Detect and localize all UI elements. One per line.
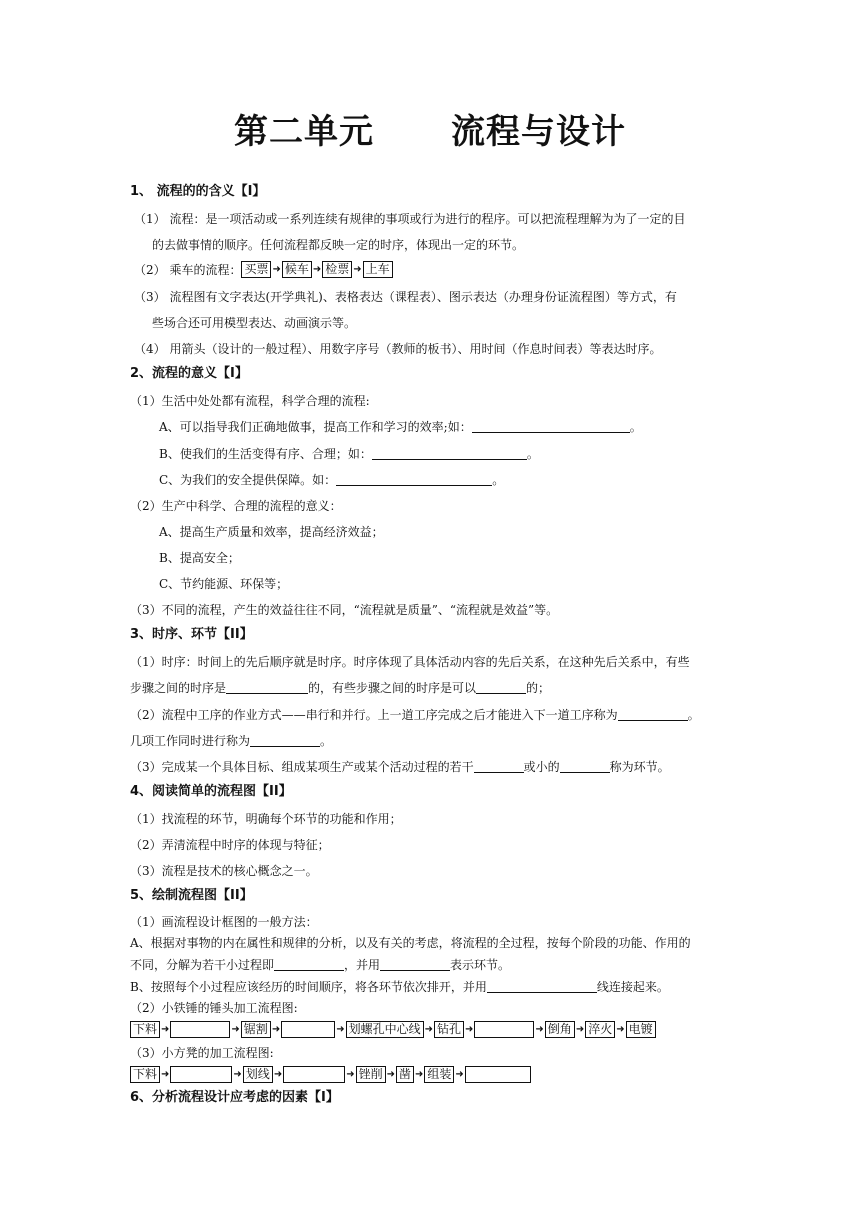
s2-paragraph-2: （2）生产中科学、合理的流程的意义： [130,499,342,513]
arrow-right-icon: ➜ [271,1023,281,1035]
s5-paragraph-b [130,979,669,995]
arrow-right-icon: ➜ [353,263,362,275]
arrow-right-icon: ➜ [575,1023,585,1035]
s5-text: B、按照每个小过程应该经历的时间顺序，将各环节依次排开，并用 [130,980,487,994]
flow-step-check-ticket: 检票 [322,261,352,278]
arrow-right-icon: ➜ [273,1068,283,1080]
flow-step-blank [170,1066,232,1083]
s2-item-c-end: 。 [492,473,505,487]
s2-paragraph-1: （1）生活中处处都有流程，科学合理的流程: [130,394,370,408]
arrow-right-icon: ➜ [161,1023,170,1035]
s2-item-a-text: A、可以指导我们正确地做事，提高工作和学习的效率;如： [159,420,472,434]
fill-blank [474,760,524,773]
section-6-heading: 6、分析流程设计应考虑的因素【I】 [130,1090,339,1105]
section-2-heading: 2、流程的意义【I】 [130,366,248,381]
s2-item-2c: C、节约能源、环保等； [159,577,289,591]
section-3-heading: 3、时序、环节【II】 [130,627,253,642]
s1-paragraph-4: （4） 用箭头（设计的一般过程）、用数字序号（教师的板书）、用时间（作息时间表）等表达时序。 [134,342,662,356]
flow-step-drill: 钻孔 [434,1021,464,1038]
flow-step-blank [474,1021,534,1038]
flow-step-blank [281,1021,335,1038]
section-4-heading: 4、阅读简单的流程图【II】 [130,784,292,799]
s4-paragraph-1: （1）找流程的环节，明确每个环节的功能和作用； [130,812,402,826]
flow-step-board: 上车 [363,261,393,278]
s5-text: 不同，分解为若干小过程即 [130,958,275,972]
arrow-right-icon: ➜ [336,1023,345,1035]
arrow-right-icon: ➜ [424,1023,433,1035]
fill-blank [472,420,630,433]
arrow-right-icon: ➜ [465,1023,474,1035]
arrow-right-icon: ➜ [616,1023,625,1035]
s3-text: 称为环节。 [609,760,670,774]
s2-item-a-end: 。 [629,420,642,434]
s3-paragraph-1b [130,680,550,696]
arrow-right-icon: ➜ [415,1068,424,1080]
section-1-heading: 1、 流程的的含义【I】 [130,184,266,199]
s1-ride-flow-label: （2） 乘车的流程： [134,262,242,277]
flow-step-blank [283,1066,345,1083]
flow-step-wait: 候车 [282,261,312,278]
s3-paragraph-2b [130,733,332,749]
s1-paragraph-3b: 些场合还可用模型表达、动画演示等。 [152,316,357,330]
s3-text: 。 [687,708,700,722]
s1-ride-flow [134,261,393,278]
hammer-flowchart [130,1021,656,1038]
fill-blank [250,734,320,747]
s3-text: 或小的 [523,760,560,774]
arrow-right-icon: ➜ [535,1023,544,1035]
s2-item-c [159,472,504,488]
s2-item-b [159,446,539,462]
fill-blank [560,760,610,773]
flow-step-saw: 锯割 [241,1021,271,1038]
s5-text: ，并用 [344,958,381,972]
arrow-right-icon: ➜ [346,1068,355,1080]
arrow-right-icon: ➜ [233,1068,242,1080]
flow-step-file: 锉削 [356,1066,386,1083]
flow-step-cut-material: 下料 [130,1021,160,1038]
fill-blank [476,681,526,694]
s3-paragraph-3 [130,759,670,775]
s3-text: 的，有些步骤之间的时序是可以 [308,681,477,695]
s3-paragraph-1a: （1）时序：时间上的先后顺序就是时序。时序体现了具体活动内容的先后关系，在这种先后关系中，有些 [130,655,690,669]
page-title: 第二单元 流程与设计 [233,112,627,152]
s2-item-2b: B、提高安全； [159,551,240,565]
s5-text: 表示环节。 [450,958,511,972]
arrow-right-icon: ➜ [161,1068,170,1080]
s3-text: 几项工作同时进行称为 [130,734,251,748]
s3-text: 的； [526,681,551,695]
s3-text: （3）完成某一个具体目标、组成某项生产或某个活动过程的若干 [130,760,474,774]
arrow-right-icon: ➜ [312,263,322,275]
s5-paragraph-a1: A、根据对事物的内在属性和规律的分析，以及有关的考虑，将流程的全过程，按每个阶段的功能、作用的 [130,936,691,950]
flow-step-quench: 淬火 [585,1021,615,1038]
s5-paragraph-3: （3）小方凳的加工流程图: [130,1046,274,1060]
flow-step-blank [170,1021,230,1038]
s5-paragraph-1: （1）画流程设计框图的一般方法： [130,915,318,929]
s3-text: 。 [320,734,333,748]
s3-text: （2）流程中工序的作业方式——串行和并行。上一道工序完成之后才能进入下一道工序称为 [130,708,618,722]
s1-paragraph-1b: 的去做事情的顺序。任何流程都反映一定的时序，体现出一定的环节。 [152,238,525,252]
fill-blank [226,681,308,694]
s2-item-2a: A、提高生产质量和效率，提高经济效益； [159,525,384,539]
fill-blank [274,958,344,971]
s5-paragraph-2: （2）小铁锤的锤头加工流程图: [130,1001,298,1015]
s4-paragraph-3: （3）流程是技术的核心概念之一。 [130,864,318,878]
stool-flowchart [130,1066,531,1083]
section-5-heading: 5、绘制流程图【II】 [130,888,253,903]
arrow-right-icon: ➜ [231,1023,240,1035]
flow-step-chisel: 凿 [396,1066,414,1083]
s1-paragraph-3a: （3） 流程图有文字表达(开学典礼)、表格表达（课程表）、图示表达（办理身份证流程图）等方式，有 [134,290,677,304]
fill-blank [618,708,688,721]
flow-step-cut-material: 下料 [130,1066,160,1083]
arrow-right-icon: ➜ [455,1068,464,1080]
flow-step-chamfer: 倒角 [545,1021,575,1038]
flow-step-mark-line: 划线 [243,1066,273,1083]
fill-blank [336,473,492,486]
fill-blank [372,447,527,460]
flow-step-mark-hole-center: 划螺孔中心线 [346,1021,424,1038]
s5-text: 线连接起来。 [596,980,669,994]
s2-item-b-end: 。 [526,447,539,461]
arrow-right-icon: ➜ [272,263,281,275]
s3-paragraph-2a [130,707,700,723]
flow-step-assemble: 组装 [424,1066,454,1083]
s2-item-c-text: C、为我们的安全提供保障。如： [159,473,337,487]
flow-step-buy-ticket: 买票 [241,261,271,278]
fill-blank [487,980,597,993]
fill-blank [380,958,450,971]
flow-step-blank [465,1066,531,1083]
flow-step-electroplate: 电镀 [626,1021,656,1038]
s5-paragraph-a2 [130,957,510,973]
arrow-right-icon: ➜ [386,1068,395,1080]
s2-item-b-text: B、使我们的生活变得有序、合理；如： [159,447,372,461]
s2-paragraph-3: （3）不同的流程，产生的效益往往不同，“流程就是质量”、“流程就是效益”等。 [130,603,559,617]
s3-text: 步骤之间的时序是 [130,681,227,695]
s1-paragraph-1a: （1） 流程：是一项活动或一系列连续有规律的事项或行为进行的程序。可以把流程理解为为了一定的目 [134,212,686,226]
s4-paragraph-2: （2）弄清流程中时序的体现与特征； [130,838,330,852]
s2-item-a [159,419,642,435]
